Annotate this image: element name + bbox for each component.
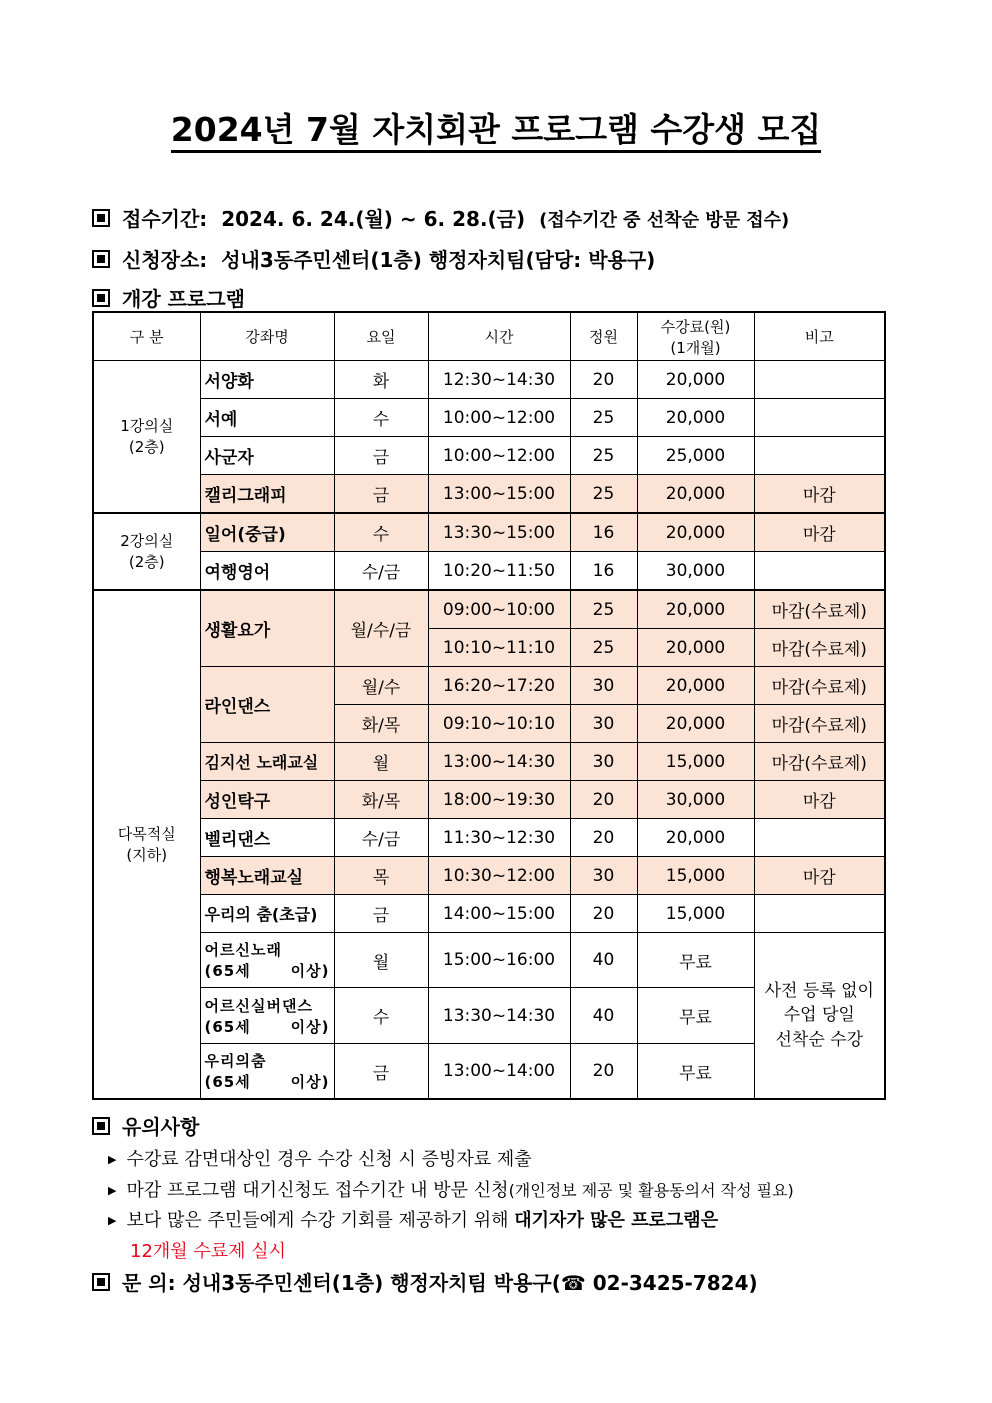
course-time: 10:20~11:50 (428, 552, 570, 591)
info-place: 신청장소: 성내3동주민센터(1층) 행정자치팀(담당: 박용구) (92, 244, 655, 273)
header-day: 요일 (334, 312, 428, 361)
course-time: 18:00~19:30 (428, 781, 570, 819)
course-name: 김지선 노래교실 (200, 743, 334, 781)
course-time: 12:30~14:30 (428, 361, 570, 399)
course-day: 화 (334, 361, 428, 399)
course-fee: 20,000 (637, 667, 754, 705)
course-note: 마감 (754, 513, 885, 552)
header-time: 시간 (428, 312, 570, 361)
course-name: 라인댄스 (200, 667, 334, 743)
walkin-note: 사전 등록 없이 수업 당일 선착순 수강 (754, 933, 885, 1100)
course-name: 행복노래교실 (200, 857, 334, 895)
header-course: 강좌명 (200, 312, 334, 361)
course-time: 13:00~14:00 (428, 1044, 570, 1100)
course-time: 13:00~15:00 (428, 475, 570, 514)
table-row (93, 667, 885, 705)
course-capacity: 16 (570, 513, 637, 552)
course-time: 10:30~12:00 (428, 857, 570, 895)
course-fee: 20,000 (637, 475, 754, 514)
course-fee: 15,000 (637, 857, 754, 895)
table-row (93, 552, 885, 591)
course-capacity: 30 (570, 667, 637, 705)
square-bullet-icon (92, 1117, 110, 1135)
course-day: 월/수/금 (334, 590, 428, 667)
course-name: 서예 (200, 399, 334, 437)
page-title: 2024년 7월 자치회관 프로그램 수강생 모집 (0, 104, 992, 151)
course-note (754, 895, 885, 933)
info-period: 접수기간: 2024. 6. 24.(월) ~ 6. 28.(금) (접수기간 중 선착순 방문 접수) (92, 203, 789, 232)
course-time: 14:00~15:00 (428, 895, 570, 933)
course-day: 금 (334, 1044, 428, 1100)
table-row (93, 857, 885, 895)
course-note: 마감(수료제) (754, 590, 885, 629)
course-day: 수 (334, 399, 428, 437)
course-time: 10:10~11:10 (428, 629, 570, 667)
course-day: 월 (334, 933, 428, 988)
course-capacity: 20 (570, 895, 637, 933)
course-fee: 20,000 (637, 399, 754, 437)
course-day: 월 (334, 743, 428, 781)
course-name: 우리의춤 (65세 이상) (200, 1044, 334, 1100)
course-capacity: 30 (570, 705, 637, 743)
course-name: 일어(중급) (200, 513, 334, 552)
header-note: 비고 (754, 312, 885, 361)
course-capacity: 16 (570, 552, 637, 591)
course-capacity: 20 (570, 1044, 637, 1100)
course-capacity: 20 (570, 361, 637, 399)
course-time: 09:00~10:00 (428, 590, 570, 629)
course-note (754, 399, 885, 437)
course-capacity: 40 (570, 988, 637, 1044)
course-capacity: 25 (570, 475, 637, 514)
header-fee: 수강료(원) (1개월) (637, 312, 754, 361)
course-note: 마감(수료제) (754, 667, 885, 705)
course-time: 11:30~12:30 (428, 819, 570, 857)
course-name: 어르신실버댄스 (65세 이상) (200, 988, 334, 1044)
info-programs: 개강 프로그램 (92, 283, 245, 312)
course-time: 10:00~12:00 (428, 437, 570, 475)
table-row (93, 781, 885, 819)
course-fee: 20,000 (637, 361, 754, 399)
course-note: 마감(수료제) (754, 705, 885, 743)
note-item-1: ▶ 수강료 감면대상인 경우 수강 신청 시 증빙자료 제출 (108, 1149, 532, 1170)
course-name: 캘리그래피 (200, 475, 334, 514)
course-name: 어르신노래 (65세 이상) (200, 933, 334, 988)
course-note: 마감(수료제) (754, 629, 885, 667)
header-category: 구 분 (93, 312, 200, 361)
course-day: 수 (334, 988, 428, 1044)
course-fee: 30,000 (637, 552, 754, 591)
table-row (93, 513, 885, 552)
course-capacity: 20 (570, 819, 637, 857)
course-fee: 25,000 (637, 437, 754, 475)
course-day: 수 (334, 513, 428, 552)
course-capacity: 25 (570, 399, 637, 437)
course-name: 서양화 (200, 361, 334, 399)
course-fee: 20,000 (637, 590, 754, 629)
course-capacity: 25 (570, 629, 637, 667)
table-header (93, 312, 885, 361)
square-bullet-icon (92, 250, 110, 268)
room-cell: 다목적실 (지하) (93, 590, 200, 1099)
course-name: 여행영어 (200, 552, 334, 591)
course-note: 마감 (754, 781, 885, 819)
course-note: 마감(수료제) (754, 743, 885, 781)
table-row (93, 895, 885, 933)
header-capacity: 정원 (570, 312, 637, 361)
course-time: 13:30~14:30 (428, 988, 570, 1044)
table-row (93, 819, 885, 857)
course-day: 수/금 (334, 552, 428, 591)
course-fee: 20,000 (637, 629, 754, 667)
course-time: 13:30~15:00 (428, 513, 570, 552)
course-note (754, 819, 885, 857)
course-day: 수/금 (334, 819, 428, 857)
course-day: 금 (334, 437, 428, 475)
course-name: 생활요가 (200, 590, 334, 667)
course-fee: 20,000 (637, 705, 754, 743)
course-capacity: 20 (570, 781, 637, 819)
course-fee: 30,000 (637, 781, 754, 819)
table-row (93, 590, 885, 629)
course-fee: 무료 (637, 1044, 754, 1100)
course-fee: 15,000 (637, 895, 754, 933)
course-fee: 15,000 (637, 743, 754, 781)
program-table (92, 311, 886, 1100)
course-time: 15:00~16:00 (428, 933, 570, 988)
course-name: 우리의 춤(초급) (200, 895, 334, 933)
room-cell: 1강의실 (2층) (93, 361, 200, 514)
course-name: 사군자 (200, 437, 334, 475)
course-note: 마감 (754, 475, 885, 514)
table-row (93, 399, 885, 437)
room-cell: 2강의실 (2층) (93, 513, 200, 590)
triangle-bullet-icon: ▶ (108, 1153, 117, 1166)
table-row (93, 475, 885, 514)
course-note: 마감 (754, 857, 885, 895)
course-day: 금 (334, 475, 428, 514)
contact-line: 문 의: 성내3동주민센터(1층) 행정자치팀 박용구(☎ 02-3425-7824) (92, 1267, 758, 1296)
course-capacity: 40 (570, 933, 637, 988)
note-item-3-highlight: 12개월 수료제 실시 (130, 1241, 287, 1262)
notes-heading: 유의사항 (92, 1111, 199, 1140)
course-note (754, 361, 885, 399)
course-day: 월/수 (334, 667, 428, 705)
triangle-bullet-icon: ▶ (108, 1184, 117, 1197)
course-time: 13:00~14:30 (428, 743, 570, 781)
course-fee: 무료 (637, 988, 754, 1044)
square-bullet-icon (92, 289, 110, 307)
course-capacity: 25 (570, 437, 637, 475)
course-capacity: 30 (570, 857, 637, 895)
course-name: 벨리댄스 (200, 819, 334, 857)
course-capacity: 30 (570, 743, 637, 781)
course-note (754, 552, 885, 591)
course-day: 화/목 (334, 781, 428, 819)
table-row (93, 437, 885, 475)
course-capacity: 25 (570, 590, 637, 629)
course-fee: 무료 (637, 933, 754, 988)
table-row (93, 361, 885, 399)
course-fee: 20,000 (637, 819, 754, 857)
course-name: 성인탁구 (200, 781, 334, 819)
course-time: 16:20~17:20 (428, 667, 570, 705)
course-day: 금 (334, 895, 428, 933)
square-bullet-icon (92, 209, 110, 227)
course-day: 화/목 (334, 705, 428, 743)
table-row (93, 933, 885, 988)
square-bullet-icon (92, 1273, 110, 1291)
course-time: 09:10~10:10 (428, 705, 570, 743)
note-item-3: ▶ 보다 많은 주민들에게 수강 기회를 제공하기 위해 대기자가 많은 프로그램은 (108, 1210, 719, 1231)
note-item-2: ▶ 마감 프로그램 대기신청도 접수기간 내 방문 신청(개인정보 제공 및 활용동의서 작성 필요) (108, 1180, 794, 1201)
course-time: 10:00~12:00 (428, 399, 570, 437)
course-note (754, 437, 885, 475)
triangle-bullet-icon: ▶ (108, 1214, 117, 1227)
table-row (93, 743, 885, 781)
course-fee: 20,000 (637, 513, 754, 552)
course-day: 목 (334, 857, 428, 895)
